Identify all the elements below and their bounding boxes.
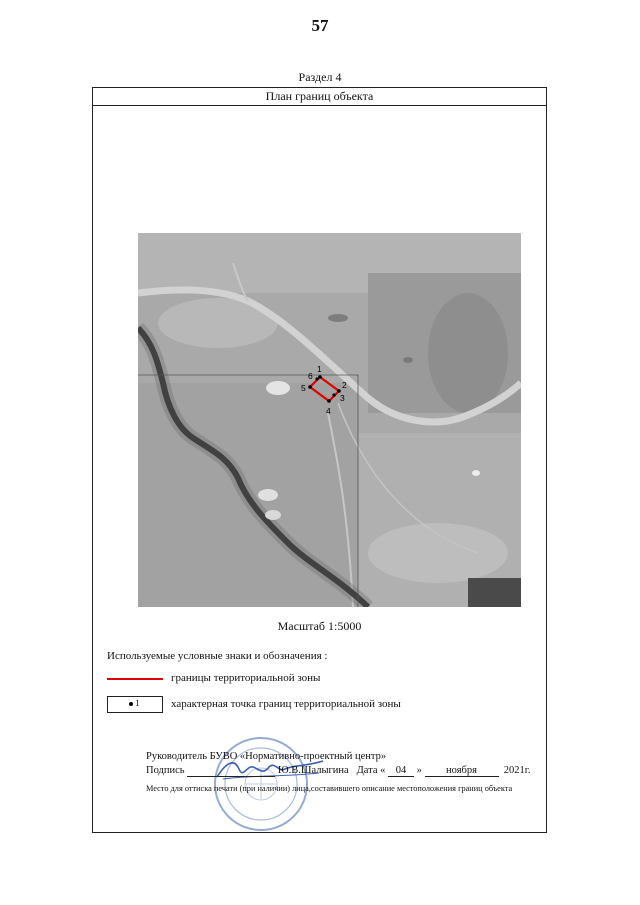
point-label: 2 [342,380,347,390]
date-label: Дата « [356,765,386,776]
section-heading: Раздел 4 [298,70,342,84]
plan-frame [92,87,547,833]
point-label: 1 [317,364,322,374]
date-day: 04 [388,765,414,777]
signer-name: Ю.В.Шалыгина [277,765,349,776]
date-mid: » [416,765,422,776]
stamp-note: Место для оттиска печати (при наличии) лица,составившего описание местоположения границ объекта [146,784,513,793]
point-symbol-label: 1 [135,698,140,708]
sign-label: Подпись [146,765,185,776]
aerial-photo [138,233,521,607]
point-label: 6 [308,371,313,381]
map-scale: Масштаб 1:5000 [277,619,362,633]
page-number: 57 [311,16,329,35]
boundary-line-symbol [107,670,163,687]
point-symbol [107,696,163,713]
legend-label: границы территориальной зоны [171,672,321,684]
point-label: 3 [340,393,345,403]
signature-line [146,765,531,777]
date-month: ноября [425,765,499,777]
legend-label: характерная точка границ территориальной зоны [171,698,401,710]
head-label: Руководитель БУВО «Нормативно-проектный центр» [146,751,387,762]
date-year: 2021г. [503,765,531,776]
plan-title: План границ объекта [93,88,546,106]
aerial-map [138,233,521,607]
legend-title: Используемые условные знаки и обозначения : [107,650,328,662]
point-label: 4 [326,406,331,416]
point-label: 5 [301,383,306,393]
